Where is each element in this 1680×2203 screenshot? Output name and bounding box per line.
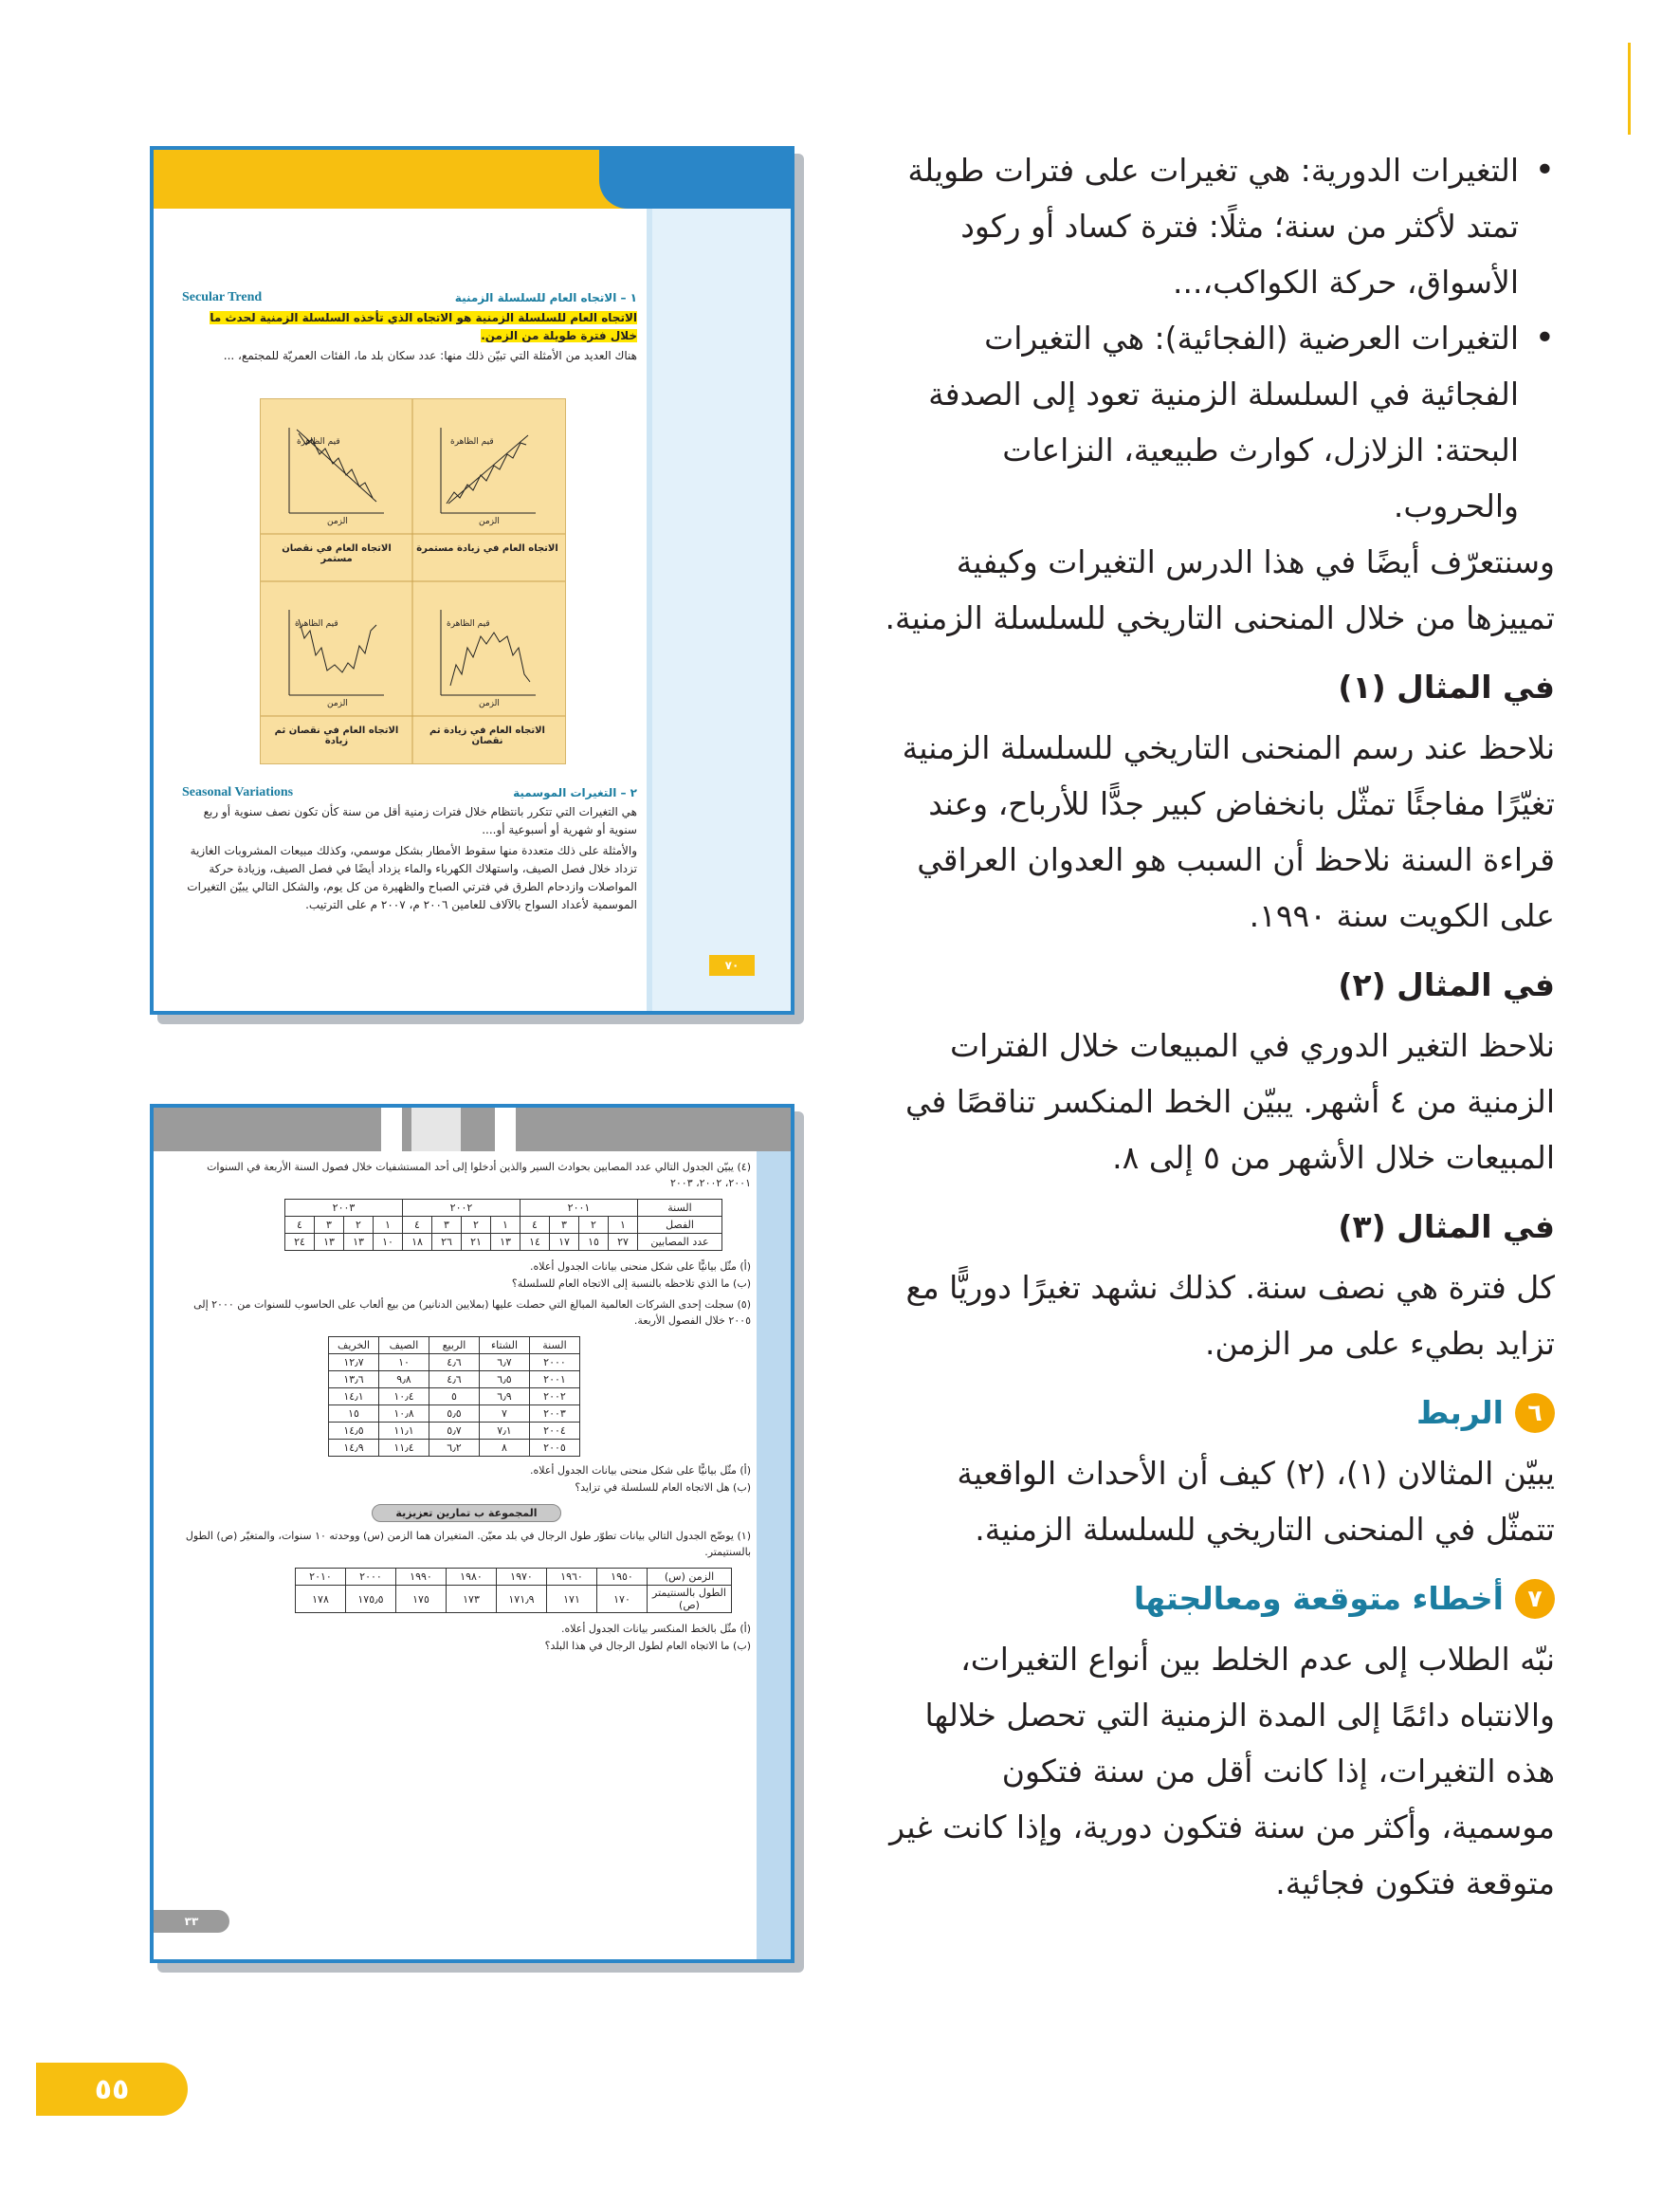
bullet-irregular-variations: • التغيرات العرضية (الفجائية): هي التغيرات الفجائية في السلسلة الزمنية تعود إلى الصدفة البحتة: الزلازل، كوارث طبيعية، النزاعات والحروب. bbox=[882, 310, 1555, 534]
question-4a: (أ) مثّل بيانيًّا على شكل منحنى بيانات الجدول أعلاه. bbox=[530, 1260, 751, 1273]
table-cell: ٢ bbox=[344, 1217, 374, 1234]
table-cell: ١٠٫٨ bbox=[379, 1405, 429, 1423]
group-b-label: المجموعة ب تمارين تعزيزية bbox=[372, 1504, 560, 1522]
thumb1-page-number: ٧٠ bbox=[724, 959, 740, 972]
table-cell: ١ bbox=[374, 1217, 403, 1234]
thumb1-page-badge bbox=[709, 955, 755, 976]
table-cell: ١٢٫٧ bbox=[329, 1354, 379, 1371]
thumb2-top-band bbox=[154, 1108, 791, 1151]
table-cell: ٦٫٩ bbox=[480, 1388, 530, 1405]
table-cell: ٦٫٢ bbox=[429, 1440, 480, 1457]
question-4: (٤) يبيّن الجدول التالي عدد المصابين بحوادث السير والذين أدخلوا إلى أحد المستشفيات خلال فصول السنة الأربعة في السنوات ٢٠٠١، ٢٠٠٢، ٢٠٠٣ bbox=[207, 1161, 751, 1189]
table-cell: ١٨ bbox=[403, 1234, 432, 1251]
secular-trend-en: Secular Trend bbox=[182, 290, 263, 304]
secular-trend-definition bbox=[182, 309, 637, 345]
thumb2-side-strip bbox=[757, 1151, 791, 1959]
table-row bbox=[329, 1423, 580, 1440]
table-cell: ٧ bbox=[480, 1405, 530, 1423]
page-number-badge bbox=[36, 2063, 188, 2116]
table-cell: ١٩٦٠ bbox=[547, 1569, 597, 1586]
table-cell: ١١٫٤ bbox=[379, 1440, 429, 1457]
bullet-cyclical-variations: • التغيرات الدورية: هي تغيرات على فترات طويلة تمتد لأكثر من سنة؛ مثلًا: فترة كساد أو ركود الأسواق، حركة الكواكب،... bbox=[882, 142, 1555, 310]
table-cell: ٢ bbox=[462, 1217, 491, 1234]
question-1b: (ب) ما الاتجاه العام لطول الرجال في هذا البلد؟ bbox=[544, 1640, 751, 1652]
seasonal-heading bbox=[182, 785, 637, 800]
thumb1-side-strip bbox=[647, 209, 791, 1011]
trend-graphs-grid bbox=[260, 398, 566, 764]
table-cell: ١٣ bbox=[344, 1234, 374, 1251]
thumb1-blue-tab bbox=[599, 150, 791, 209]
example-2-heading: في المثال (٢) bbox=[1338, 966, 1555, 1003]
secular-trend-ar: ١ – الاتجاه العام للسلسلة الزمنية bbox=[454, 291, 637, 304]
table-cell: ١٤ bbox=[520, 1234, 550, 1251]
table-cell: ٢٠١٠ bbox=[296, 1569, 346, 1586]
example-1-text: نلاحظ عند رسم المنحنى التاريخي للسلسلة الزمنية تغيّرًا مفاجئًا تمثّل بانخفاض كبير جدًّا للأرباح، وعند قراءة السنة نلاحظ أن السبب هو العدوان العراقي على الكويت سنة ١٩٩٠. bbox=[902, 729, 1555, 934]
section-7-title: أخطاء متوقعة ومعالجتها bbox=[1133, 1580, 1504, 1617]
table-cell: ٥٫٧ bbox=[429, 1423, 480, 1440]
teacher-guide-text bbox=[882, 142, 1555, 1911]
thumb2-top-gap-3 bbox=[495, 1108, 516, 1151]
table-cell: ٢٠٠٣ bbox=[285, 1200, 403, 1217]
section-6-number-badge: ٦ bbox=[1515, 1393, 1555, 1433]
table-cell: الخريف bbox=[329, 1337, 379, 1354]
table-cell: ١٩٥٠ bbox=[597, 1569, 648, 1586]
table-cell: ٥٫٥ bbox=[429, 1405, 480, 1423]
thumb2-page-badge bbox=[154, 1910, 229, 1933]
table-cell: ٨ bbox=[480, 1440, 530, 1457]
table-cell: ٤ bbox=[285, 1217, 315, 1234]
group-b-label-wrap bbox=[182, 1502, 751, 1522]
table-cell: ٣ bbox=[550, 1217, 579, 1234]
secular-trend-definition-text: الاتجاه العام للسلسلة الزمنية هو الاتجاه الذي تأخذه السلسلة الزمنية لحدث ما خلال فترة طويلة من الزمن. bbox=[210, 311, 637, 342]
thumb2-page-number: ٣٣ bbox=[184, 1915, 199, 1928]
table-cell: ١ bbox=[609, 1217, 638, 1234]
thumb2-content bbox=[182, 1159, 751, 1655]
table-cell: ٢٤ bbox=[285, 1234, 315, 1251]
table-cell: ٤٫٦ bbox=[429, 1354, 480, 1371]
table-cell: ٢٠٠١ bbox=[520, 1200, 638, 1217]
table-cell: ٢٠٠٤ bbox=[530, 1423, 580, 1440]
section-7-heading bbox=[882, 1570, 1555, 1627]
section-6-text: يبيّن المثالان (١)، (٢) كيف أن الأحداث الواقعية تتمثّل في المنحنى التاريخي للسلسلة الزمنية. bbox=[957, 1455, 1555, 1548]
graph-caption-1: الاتجاه العام في زيادة مستمرة bbox=[416, 543, 558, 554]
trend-graphs-svg bbox=[261, 399, 565, 763]
accidents-table bbox=[284, 1199, 722, 1251]
table-cell: ٦٫٧ bbox=[480, 1354, 530, 1371]
thumb2-top-gap-2 bbox=[411, 1108, 461, 1151]
games-sales-table bbox=[328, 1336, 580, 1457]
table-row bbox=[296, 1569, 732, 1586]
table-row bbox=[296, 1586, 732, 1613]
section-7-text: نبّه الطلاب إلى عدم الخلط بين أنواع التغيرات، والانتباه دائمًا إلى المدة الزمنية التي تحصل خلالها هذه التغيرات، إذا كانت أقل من سنة فتكون موسمية، وأكثر من سنة فتكون دورية، وإذا كانت غير متوقعة فتكون فجائية. bbox=[889, 1641, 1555, 1901]
graph-ylabel-4: قيم الظاهرة bbox=[295, 619, 338, 629]
seasonal-ar: ٢ – التغيرات الموسمية bbox=[513, 786, 637, 799]
table-cell: ١٤٫٩ bbox=[329, 1440, 379, 1457]
graph-ylabel-1: قيم الظاهرة bbox=[450, 437, 494, 447]
table-row bbox=[329, 1371, 580, 1388]
table-cell: ٤ bbox=[403, 1217, 432, 1234]
table-cell: الصيف bbox=[379, 1337, 429, 1354]
table-cell: ١٩٧٠ bbox=[497, 1569, 547, 1586]
table-cell: ١٧ bbox=[550, 1234, 579, 1251]
table-cell: ٢٠٠٣ bbox=[530, 1405, 580, 1423]
table-cell: ٢٠٠٠ bbox=[346, 1569, 396, 1586]
table-cell: ١١٫١ bbox=[379, 1423, 429, 1440]
table-cell: الفصل bbox=[638, 1217, 722, 1234]
table-cell: ١٥ bbox=[329, 1405, 379, 1423]
table-cell: ١٧٣ bbox=[447, 1586, 497, 1613]
graph-xlabel-1: الزمن bbox=[479, 517, 500, 526]
graph-caption-4: الاتجاه العام في نقصان ثم زيادة bbox=[274, 725, 399, 746]
graph-xlabel-3: الزمن bbox=[479, 699, 500, 708]
table-cell: ١٧٨ bbox=[296, 1586, 346, 1613]
table-cell: السنة bbox=[638, 1200, 722, 1217]
table-row bbox=[329, 1354, 580, 1371]
question-4b: (ب) ما الذي تلاحظه بالنسبة إلى الاتجاه العام للسلسلة؟ bbox=[511, 1277, 751, 1290]
thumb1-inner-strip bbox=[647, 209, 652, 1011]
textbook-page-thumbnail-33 bbox=[150, 1104, 794, 1963]
table-cell: ٢٠٠٢ bbox=[403, 1200, 520, 1217]
table-cell: ١٠٫٤ bbox=[379, 1388, 429, 1405]
question-5: (٥) سجلت إحدى الشركات العالمية المبالغ التي حصلت عليها (بملايين الدنانير) من بيع ألعاب على الحاسوب للسنوات من ٢٠٠٠ إلى ٢٠٠٥ خلال الفصول الأربعة. bbox=[193, 1298, 751, 1327]
question-5b: (ب) هل الاتجاه العام للسلسلة في تزايد؟ bbox=[575, 1481, 751, 1494]
question-5a: (أ) مثّل بيانيًّا على شكل منحنى بيانات الجدول أعلاه. bbox=[530, 1464, 751, 1477]
table-cell: ٢٦ bbox=[432, 1234, 462, 1251]
table-cell: الشتاء bbox=[480, 1337, 530, 1354]
table-cell: ١٠ bbox=[379, 1354, 429, 1371]
example-1-heading: في المثال (١) bbox=[1338, 669, 1555, 706]
table-cell: الزمن (س) bbox=[648, 1569, 732, 1586]
graph-xlabel-4: الزمن bbox=[327, 699, 348, 708]
table-cell: ١٣٫٦ bbox=[329, 1371, 379, 1388]
table-row bbox=[329, 1440, 580, 1457]
accidents-table-years-row bbox=[285, 1200, 722, 1217]
question-1: (١) يوضّح الجدول التالي بيانات تطوّر طول الرجال في بلد معيّن. المتغيران هما الزمن (س) ووحدته ١٠ سنوات، والمتغيّر (ص) الطول بالسنتيمتر. bbox=[185, 1530, 751, 1558]
table-cell: الربيع bbox=[429, 1337, 480, 1354]
table-cell: ٢ bbox=[579, 1217, 609, 1234]
top-right-rule bbox=[1628, 43, 1631, 135]
table-cell: ١٣ bbox=[491, 1234, 520, 1251]
table-cell: السنة bbox=[530, 1337, 580, 1354]
example-2-text: نلاحظ التغير الدوري في المبيعات خلال الفترات الزمنية من ٤ أشهر. يبيّن الخط المنكسر تناقصًا في المبيعات خلال الأشهر من ٥ إلى ٨. bbox=[904, 1027, 1555, 1176]
table-cell: ٢٧ bbox=[609, 1234, 638, 1251]
table-cell: ١٧٠ bbox=[597, 1586, 648, 1613]
thumb1-content bbox=[182, 290, 637, 365]
table-cell: ٥ bbox=[429, 1388, 480, 1405]
section-7-number-badge: ٧ bbox=[1515, 1579, 1555, 1619]
intro-paragraph: وسنتعرّف أيضًا في هذا الدرس التغيرات وكيفية تمييزها من خلال المنحنى التاريخي للسلسلة الزمنية. bbox=[885, 543, 1555, 636]
page-number: ٥٥ bbox=[94, 2072, 130, 2106]
table-cell: ١٤٫١ bbox=[329, 1388, 379, 1405]
example-3-text: كل فترة هي نصف سنة. كذلك نشهد تغيرًا دوريًّا مع تزايد بطيء على مر الزمن. bbox=[905, 1269, 1555, 1362]
table-cell: ١٧٥٫٥ bbox=[346, 1586, 396, 1613]
table-cell: ٢٠٠٢ bbox=[530, 1388, 580, 1405]
thumb1-seasonal bbox=[182, 785, 637, 914]
thumb2-top-gap-1 bbox=[381, 1108, 402, 1151]
table-cell: ٩٫٨ bbox=[379, 1371, 429, 1388]
seasonal-definition: هي التغيرات التي تتكرر بانتظام خلال فترات زمنية أقل من سنة كأن تكون نصف سنوية أو ربع سنوية أو شهرية أو أسبوعية أو.... bbox=[203, 805, 637, 836]
table-cell: ١٠ bbox=[374, 1234, 403, 1251]
graph-xlabel-2: الزمن bbox=[327, 517, 348, 526]
table-cell: ١٧١٫٩ bbox=[497, 1586, 547, 1613]
table-cell: ٢٠٠١ bbox=[530, 1371, 580, 1388]
games-sales-header bbox=[329, 1337, 580, 1354]
graph-ylabel-3: قيم الظاهرة bbox=[447, 619, 490, 629]
table-cell: ١٣ bbox=[315, 1234, 344, 1251]
question-1a: (أ) مثّل بالخط المنكسر بيانات الجدول أعلاه. bbox=[560, 1623, 751, 1635]
table-cell: ١٧٥ bbox=[396, 1586, 447, 1613]
table-cell: ٢٠٠٥ bbox=[530, 1440, 580, 1457]
height-table bbox=[295, 1568, 732, 1613]
seasonal-en: Seasonal Variations bbox=[182, 785, 294, 799]
table-cell: عدد المصابين bbox=[638, 1234, 722, 1251]
table-cell: ١ bbox=[491, 1217, 520, 1234]
table-cell: ٣ bbox=[315, 1217, 344, 1234]
table-cell: ١٧١ bbox=[547, 1586, 597, 1613]
secular-trend-examples: هناك العديد من الأمثلة التي تبيّن ذلك منها: عدد سكان بلد ما، الفئات العمريّة للمجتمع، ... bbox=[223, 349, 637, 362]
graph-caption-2: الاتجاه العام في نقصان مستمر bbox=[282, 543, 392, 564]
table-row bbox=[329, 1388, 580, 1405]
table-cell: ١٩٩٠ bbox=[396, 1569, 447, 1586]
example-3-heading: في المثال (٣) bbox=[1338, 1208, 1555, 1245]
textbook-page-thumbnail-70 bbox=[150, 146, 794, 1015]
table-cell: ٦٫٥ bbox=[480, 1371, 530, 1388]
graph-caption-3: الاتجاه العام في زيادة ثم نقصان bbox=[429, 725, 545, 746]
graph-ylabel-2: قيم الظاهرة bbox=[297, 437, 340, 447]
table-cell: ٤٫٦ bbox=[429, 1371, 480, 1388]
accidents-table-count-row bbox=[285, 1234, 722, 1251]
section-6-title: الربط bbox=[1416, 1394, 1504, 1431]
table-row bbox=[329, 1405, 580, 1423]
seasonal-examples: والأمثلة على ذلك متعددة منها سقوط الأمطار بشكل موسمي، وكذلك مبيعات المشروبات الغازية تزداد خلال فصل الصيف، واستهلاك الكهرباء والماء يزداد أيضًا في فصل الصيف، وزيادة حركة المواصلات وازدحام الطرق في فترتي الصباح والظهيرة من كل يوم، والشكل التالي يبيّن التغيرات الموسمية لأعداد السواح بالآلاف للعامين ٢٠٠٦ م، ٢٠٠٧ م على الترتيب. bbox=[187, 844, 637, 911]
accidents-table-season-row bbox=[285, 1217, 722, 1234]
table-cell: ٤ bbox=[520, 1217, 550, 1234]
table-cell: ٣ bbox=[432, 1217, 462, 1234]
secular-trend-heading bbox=[182, 290, 637, 305]
section-6-heading bbox=[882, 1385, 1555, 1441]
table-cell: الطول بالسنتيمتر (ص) bbox=[648, 1586, 732, 1613]
table-cell: ١٤٫٥ bbox=[329, 1423, 379, 1440]
table-cell: ١٩٨٠ bbox=[447, 1569, 497, 1586]
table-cell: ٧٫١ bbox=[480, 1423, 530, 1440]
table-cell: ٢١ bbox=[462, 1234, 491, 1251]
table-cell: ١٥ bbox=[579, 1234, 609, 1251]
table-cell: ٢٠٠٠ bbox=[530, 1354, 580, 1371]
